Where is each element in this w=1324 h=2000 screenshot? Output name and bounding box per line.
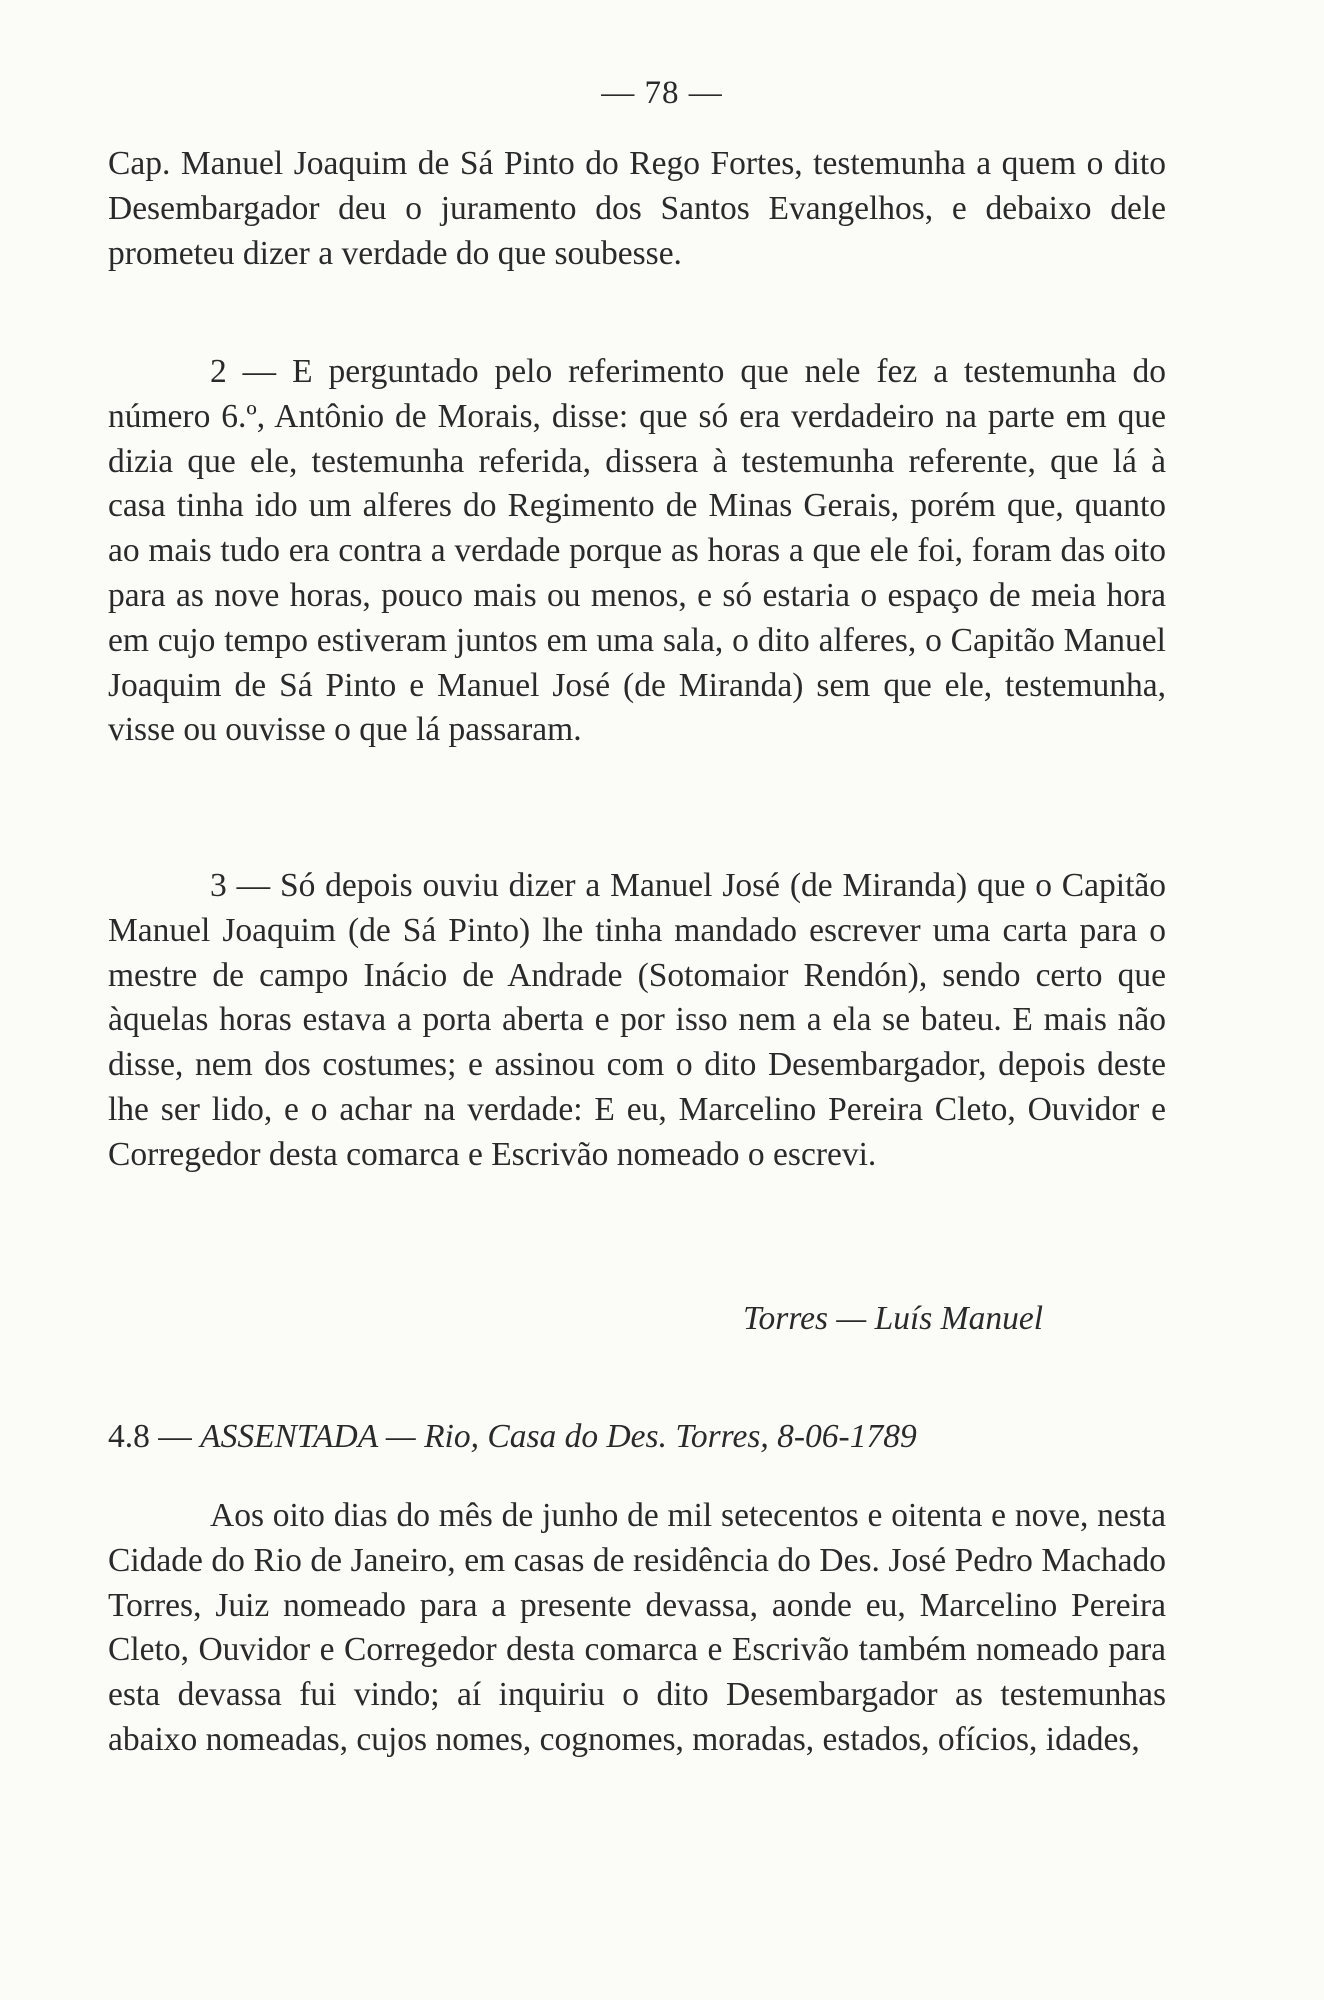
paragraph-item-3: [108, 864, 1166, 1178]
page-number: — 78 —: [601, 75, 723, 111]
signatures: Torres — Luís Manuel: [742, 1300, 1043, 1337]
paragraph-text: 2 — E perguntado pelo referimento que nele fez a testemunha do número 6.º, Antônio de Morais, disse: que só era verdadeiro na parte em que dizia que ele, testemunha referida, dissera à testemunha referente, que lá à casa tinha ido um alferes do Regimento de Minas Gerais, porém que, quanto ao mais tudo era contra a verdade porque as horas a que ele foi, foram das oito para as nove horas, pouco mais ou menos, e só estaria o espaço de meia hora em cujo tempo estiveram juntos em uma sala, o dito alferes, o Capitão Manuel Joaquim de Sá Pinto e Manuel José (de Miranda) sem que ele, testemunha, visse ou ouvisse o que lá passaram.: [108, 353, 1166, 749]
paragraph-text: 3 — Só depois ouviu dizer a Manuel José (de Miranda) que o Capitão Manuel Joaquim (de Sá Pinto) lhe tinha mandado escrever uma carta para o mestre de campo Inácio de Andrade (Sotomaior Rendón), sendo certo que àquelas horas estava a porta aberta e por isso nem a ela se bateu. E mais não disse, nem dos costumes; e assinou com o dito Desembargador, depois deste lhe ser lido, e o achar na verdade: E eu, Marcelino Pereira Cleto, Ouvidor e Corregedor desta comarca e Escrivão nomeado o escrevi.: [108, 867, 1166, 1173]
section-number: 4.8 —: [108, 1418, 201, 1455]
section-title: ASSENTADA — Rio, Casa do Des. Torres, 8-06-1789: [200, 1418, 917, 1455]
paragraph-testimony-intro: [108, 142, 1166, 276]
section-heading: [108, 1418, 1166, 1456]
paragraph-text: Cap. Manuel Joaquim de Sá Pinto do Rego Fortes, testemunha a quem o dito Desembargador deu o juramento dos Santos Evangelhos, e debaixo dele prometeu dizer a verdade do que soubesse.: [108, 145, 1166, 272]
paragraph-assentada: [108, 1494, 1166, 1763]
paragraph-item-2: [108, 350, 1166, 753]
paragraph-text: Aos oito dias do mês de junho de mil setecentos e oitenta e nove, nesta Cidade do Rio de Janeiro, em casas de residência do Des. José Pedro Machado Torres, Juiz nomeado para a presente devassa, aonde eu, Marcelino Pereira Cleto, Ouvidor e Corregedor desta comarca e Escrivão também nomeado para esta devassa fui vindo; aí inquiriu o dito Desembargador as testemunhas abaixo nomeadas, cujos nomes, cognomes, moradas, estados, ofícios, idades,: [108, 1497, 1166, 1758]
